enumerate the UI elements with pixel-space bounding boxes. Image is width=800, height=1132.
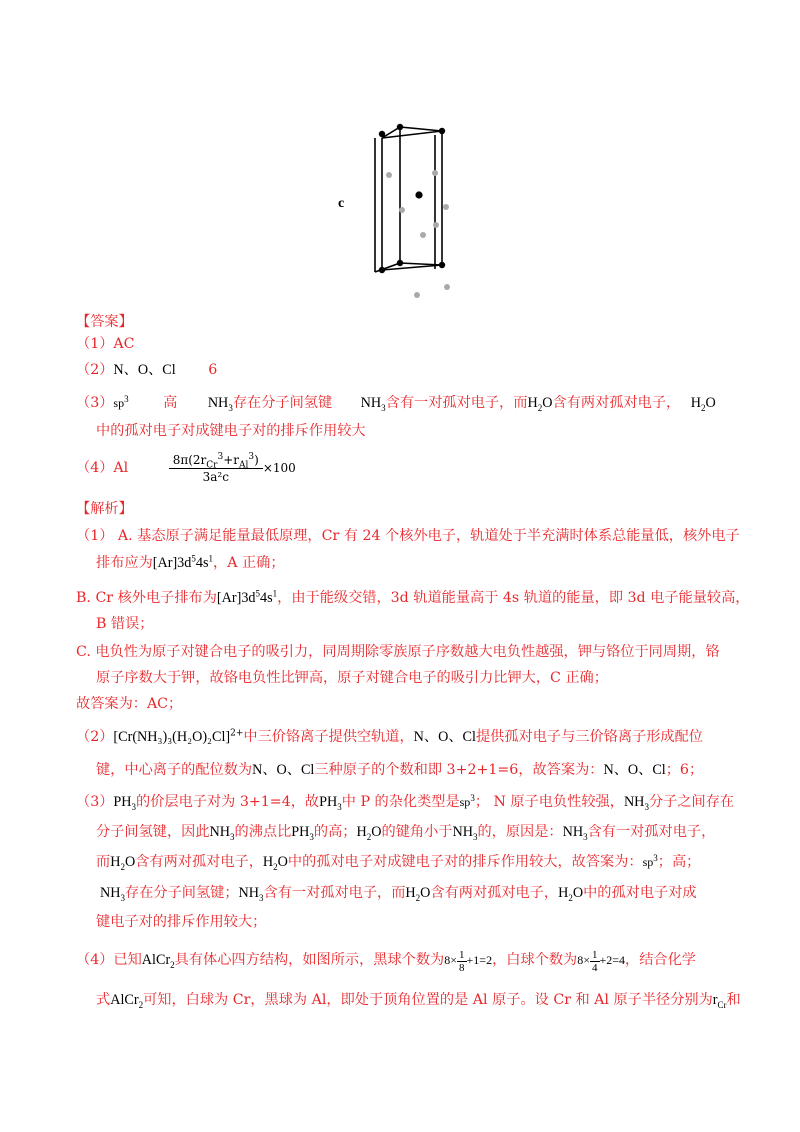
analysis-p4-b: 键，中心离子的配位数为N、O、Cl三种原子的个数和即 3+2+1=6，故答案为：N、O、Cl；6； <box>96 762 704 778</box>
analysis-p1-b: 排布应为$[Ar]3d^54s^1$，A 正确； <box>96 553 285 571</box>
analysis-p5-c: 而$H_2O$含有两对孤对电子，$H_2O$中的孤对电子对成键电子对的排斥作用较大，故答案为：$sp^3$；高； <box>96 853 701 872</box>
analysis-p6-a: （4）已知AlCr$_2$具有体心四方结构，如图所示，黑球个数为8× $\frac{1}{8}$ +1=2，白球个数为8× $\frac{1}{4}$ +2=4，结合化学 <box>76 948 696 974</box>
answer-q4: （4）Al $8\pi(2r_{Cr}^3+r_{Al}^3)$ 3a²c ×100 <box>76 451 296 484</box>
analysis-p2-b: B 错误； <box>96 616 154 632</box>
answer-q2: （2）N、O、Cl 6 <box>76 362 218 378</box>
axis-label-c: c <box>338 196 345 211</box>
analysis-p5-d: $NH_3$存在分子间氢键；$NH_3$含有一对孤对电子，而$H_2O$含有两对孤对电子，$H_2O$中的孤对电子对成 <box>100 885 697 903</box>
analysis-p3-c: 故答案为：AC； <box>76 696 183 712</box>
crystal-structure-figure <box>330 115 470 310</box>
analysis-p5-b: 分子间氢键，因此$NH_3$的沸点比$PH_3$的高；$H_2O$的键角小于$NH_3$的，原因是：$NH_3$含有一对孤对电子， <box>96 824 716 842</box>
analysis-p5-e: 键电子对的排斥作用较大； <box>96 914 267 930</box>
analysis-p3-a: C. 电负性为原子对键合电子的吸引力，同周期除零族原子序数越大电负性越强，钾与铬位于同周期，铬 <box>76 644 720 660</box>
analysis-p4-a: $(2)[Cr(NH_3)_3(H_2O)_2Cl]^{2+}$中三价铬离子提供空轨道，N、O、Cl提供孤对电子与三价铬离子形成配位 <box>76 728 703 745</box>
analysis-p6-b: 式AlCr$_2$可知，白球为 Cr，黑球为 Al，即处于顶角位置的是 Al 原子。设 Cr 和 Al 原子半径分别为$r_{Cr}$和 <box>96 992 741 1010</box>
density-formula: $8\pi(2r_{Cr}^3+r_{Al}^3)$ 3a²c <box>169 452 263 485</box>
answer-header: 【答案】 <box>76 314 133 330</box>
analysis-header: 【解析】 <box>76 501 133 517</box>
cr-atoms <box>386 170 450 298</box>
analysis-p1-a: （1） A. 基态原子满足能量最低原理，Cr 有 24 个核外电子，轨道处于半充满时体系总能量低，核外电子 <box>76 528 740 544</box>
answer-q3-line1: $(3)sp^3$ 高 $NH_3$存在分子间氢键 $NH_3$含有一对孤对电子，而$H_2O$含有两对孤对电子， $H_2O$ <box>76 394 716 413</box>
answer-q1: （1）AC <box>76 336 135 352</box>
analysis-p5-a: $(3)PH_3$的价层电子对为 3+1=4，故$PH_3$中 P 的杂化类型是$sp^3$； N 原子电负性较强，$NH_3$分子之间存在 <box>76 793 735 812</box>
analysis-p2-a: B. Cr 核外电子排布为$[Ar]3d^54s^1$，由于能级交错，3d 轨道能量高于 4s 轨道的能量，即 3d 电子能量较高， <box>76 588 750 606</box>
answer-q3-line2: 中的孤对电子对成键电子对的排斥作用较大 <box>96 423 366 439</box>
analysis-p3-b: 原子序数大于钾，故铬电负性比钾高，原子对键合电子的吸引力比钾大，C 正确； <box>96 670 608 686</box>
